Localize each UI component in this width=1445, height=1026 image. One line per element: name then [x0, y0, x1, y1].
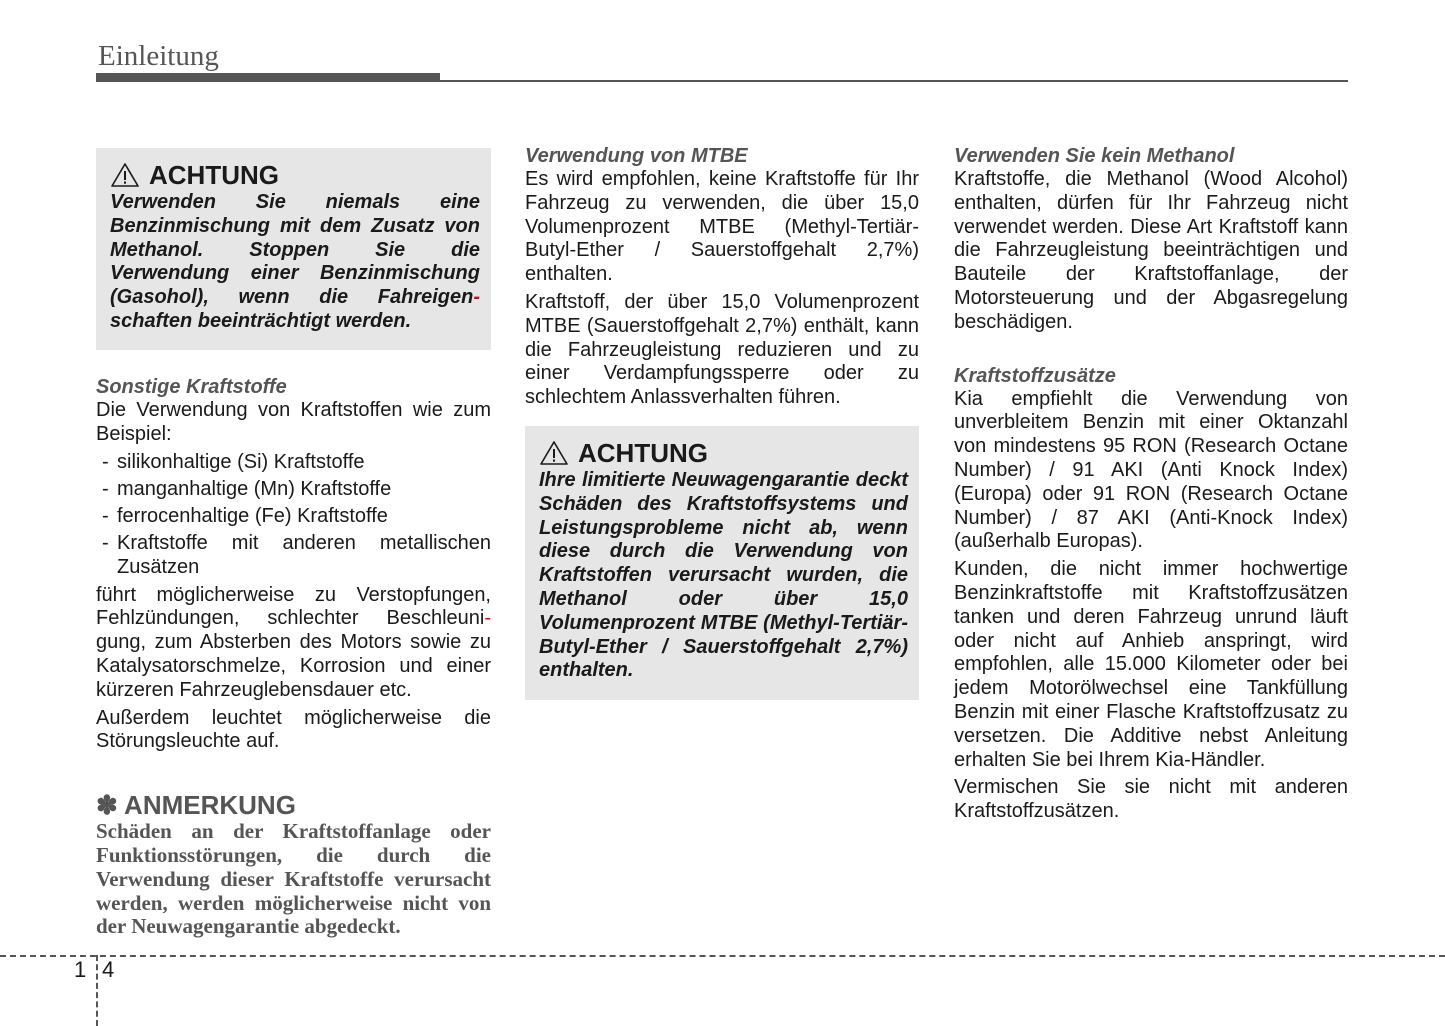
- section-title-mtbe: Verwendung von MTBE: [525, 145, 748, 167]
- warning-title: ACHTUNG: [149, 160, 279, 190]
- warning-title: ACHTUNG: [578, 437, 708, 468]
- column-middle: [525, 144, 919, 700]
- note-heading: ✽ ANMERKUNG: [96, 790, 296, 821]
- other-fuels-indicator: Außerdem leuchtet möglicherweise die Störungsleuchte auf.: [96, 706, 491, 753]
- warning-heading: [110, 160, 480, 190]
- page-number: 4: [102, 957, 115, 982]
- mtbe-paragraph-2: Kraftstoff, der über 15,0 Volumenprozent MTBE (Sauerstoffgehalt 2,7%) enthält, kann die Fahrzeugleistung reduzieren und zu einer Verdampfungssperre oder zu schlechtem Anlassverhalten führen.: [525, 290, 919, 409]
- footer-dashed-divider: [96, 955, 98, 1026]
- fuel-additive-list: [96, 451, 491, 580]
- no-methanol-text: Kraftstoffe, die Methanol (Wood Alcohol) enthalten, dürfen für Ihr Fahrzeug nicht verwendet werden. Diese Art Kraftstoff kann die Fahrzeugleistung beeinträchtigen und Bauteile der Kraftstoffanlage, der Motorsteuerung und der Abgasregelung beschädigen.: [954, 168, 1348, 333]
- list-item: - manganhaltige (Mn) Kraftstoffe: [102, 477, 392, 500]
- page-header-title: Einleitung: [98, 40, 219, 72]
- additives-paragraph-3: Vermischen Sie sie nicht mit anderen Kraftstoffzusätzen.: [954, 776, 1348, 823]
- list-item: - ferrocenhaltige (Fe) Kraftstoffe: [102, 505, 388, 528]
- header-accent-bar: [96, 73, 440, 82]
- additives-paragraph-1: Kia empfiehlt die Verwendung von unverbleitem Benzin mit einer Oktanzahl von mindestens 95 RON (Research Octane Number) / 91 AKI (Anti Knock Index) (Europa) oder 91 RON (Research Octane Number) / 87 AKI (Anti-Knock Index) (außerhalb Europas).: [954, 387, 1348, 553]
- other-fuels-intro: Die Verwendung von Kraftstoffen wie zum Beispiel:: [96, 399, 491, 445]
- chapter-number: 1: [74, 957, 87, 982]
- other-fuels-consequence: führt möglicherweise zu Verstopfungen, Fehlzündungen, schlechter Beschleuni-gung, zum Absterben des Motors sowie zu Katalysatorschmelze, Korrosion und einer kürzeren Fahrzeuglebensdauer etc.: [96, 583, 491, 701]
- warning-box-warranty: [525, 426, 919, 700]
- section-title-no-methanol: Verwenden Sie kein Methanol: [954, 145, 1235, 167]
- warning-triangle-icon: [110, 162, 140, 188]
- additives-paragraph-2: Kunden, die nicht immer hochwertige Benzinkraftstoffe mit Kraftstoffzusätzen tanken und deren Fahrzeug unrund läuft oder nicht auf Anhieb anspringt, wird empfohlen, alle 15.000 Kilometer oder bei jedem Motorölwechsel eine Tankfüllung Benzin mit einer Flasche Kraftstoffzusatz zu versetzen. Die Additive nebst Anleitung erhalten Sie bei Ihrem Kia-Händler.: [954, 558, 1348, 771]
- section-title-fuel-additives: Kraftstoffzusätze: [954, 364, 1116, 387]
- section-title-other-fuels: Sonstige Kraftstoffe: [96, 376, 287, 398]
- list-item: - silikonhaltige (Si) Kraftstoffe: [102, 450, 365, 473]
- mtbe-paragraph-1: Es wird empfohlen, keine Kraftstoffe für Ihr Fahrzeug zu verwenden, die über 15,0 Volumenprozent MTBE (Methyl-Tertiär-Butyl-Ether / Sauerstoffgehalt 2,7%) enthalten.: [525, 168, 919, 286]
- warning-triangle-icon: [539, 440, 569, 466]
- column-left: [96, 148, 491, 939]
- list-item: - Kraftstoffe mit anderen metallischen Zusätzen: [102, 532, 491, 579]
- header-rule: [440, 80, 1348, 82]
- warning-heading: [539, 438, 908, 468]
- warning-text: Ihre limitierte Neuwagengarantie deckt Schäden des Kraftstoffsystems und Leistungsprobleme nicht ab, wenn diese durch die Verwendung von Kraftstoffen verursacht wurden, die Methanol oder über 15,0 Volumenprozent MTBE (Methyl-Tertiär-Butyl-Ether / Sauerstoffgehalt 2,7%) enthalten.: [539, 468, 908, 682]
- warning-text: Verwenden Sie niemals eine Benzinmischung mit dem Zusatz von Methanol. Stoppen Sie die Verwendung einer Benzinmischung (Gasohol), wenn die Fahreigen- schaften beeinträchtigt werden.: [110, 191, 480, 332]
- column-right: [954, 144, 1348, 824]
- note-text: Schäden an der Kraftstoffanlage oder Funktionsstörungen, die durch die Verwendung dieser Kraftstoffe verursacht werden, werden möglicherweise nicht von der Neuwagengarantie abgedeckt.: [96, 819, 491, 939]
- warning-box-methanol: [96, 148, 491, 350]
- footer-dashed-rule: [0, 955, 1445, 957]
